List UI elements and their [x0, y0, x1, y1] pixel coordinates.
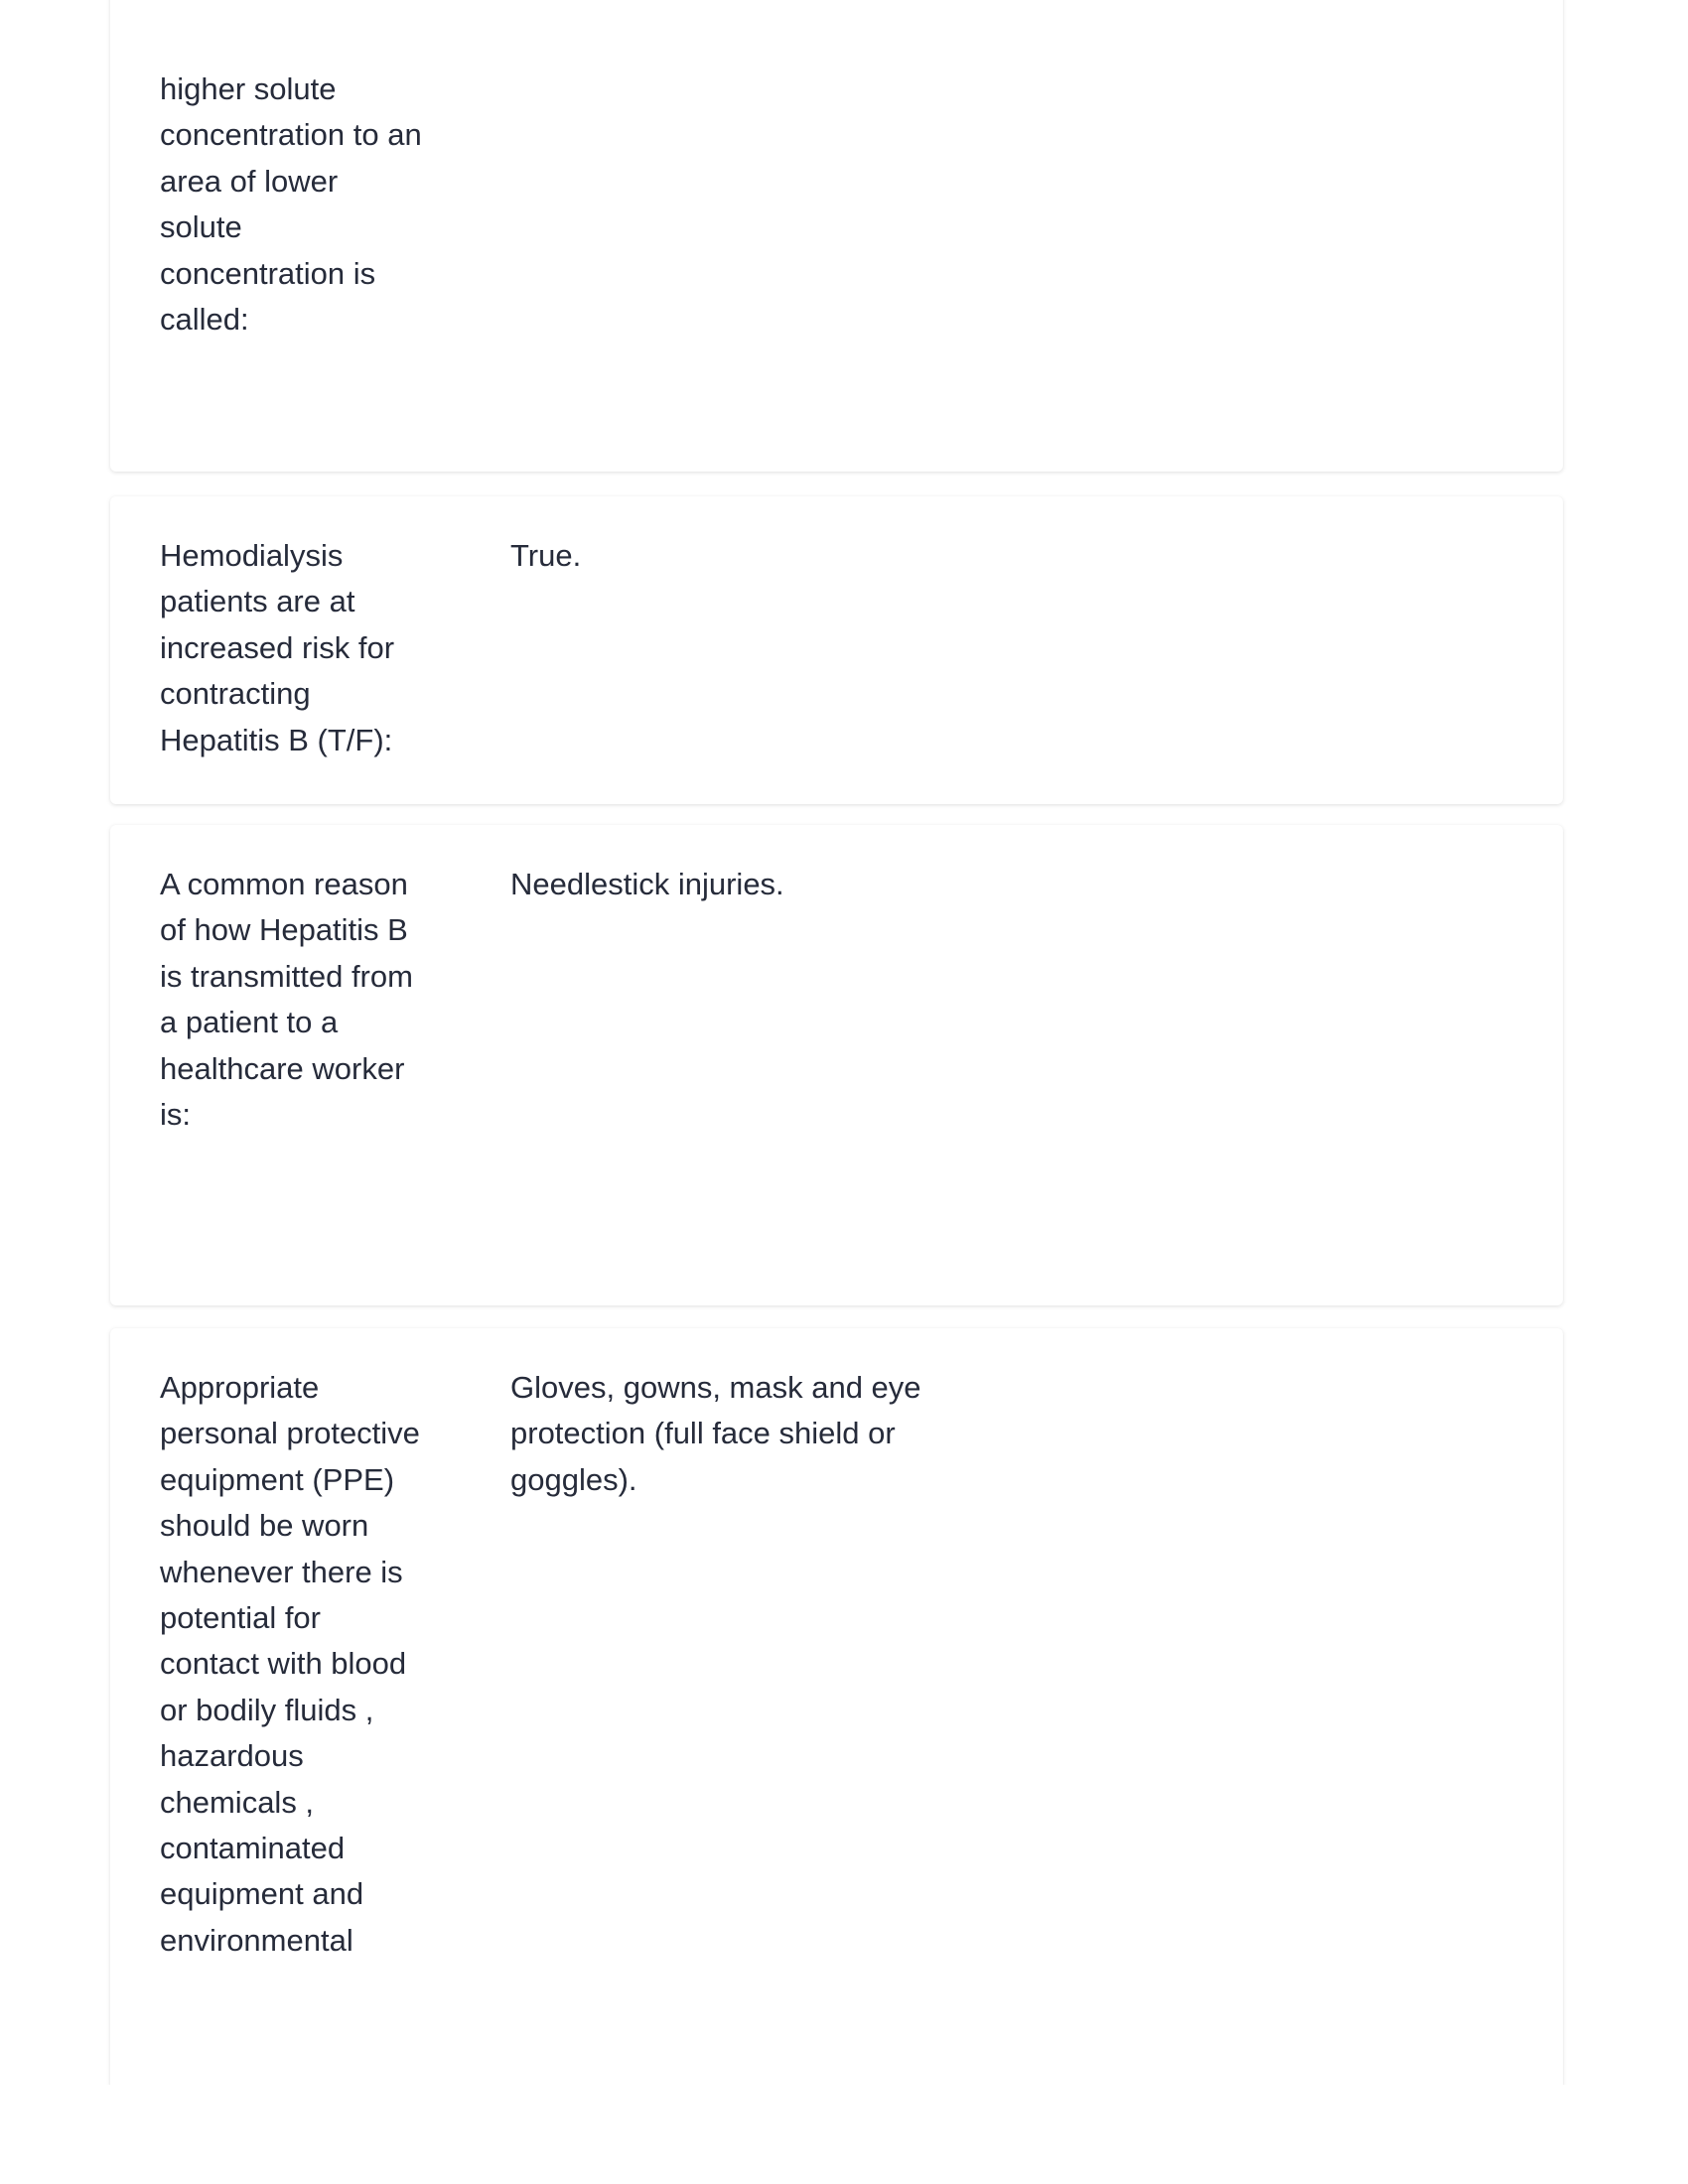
- card-answer: Gloves, gowns, mask and eye protection (full face shield or goggles).: [510, 1370, 921, 1497]
- flashcard: [110, 1328, 1563, 2122]
- card-answer: Needlestick injuries.: [510, 867, 784, 901]
- card-question: A common reason of how Hepatitis B is transmitted from a patient to a healthcare worker is:: [160, 867, 413, 1133]
- card-question: higher solute concentration to an area of lower solute concentration is called:: [160, 71, 422, 338]
- card-question: Appropriate personal protective equipment (PPE) should be worn whenever there is potential for contact with blood or bodily fluids , hazardous chemicals , contaminated equipment and environmental: [160, 1370, 420, 1958]
- flashcard: [110, 0, 1563, 472]
- flashcard: [110, 825, 1563, 1305]
- card-answer: True.: [510, 538, 582, 573]
- flashcard: [110, 496, 1563, 804]
- page-bottom-margin: [0, 2085, 1688, 2184]
- card-question: Hemodialysis patients are at increased risk for contracting Hepatitis B (T/F):: [160, 538, 395, 757]
